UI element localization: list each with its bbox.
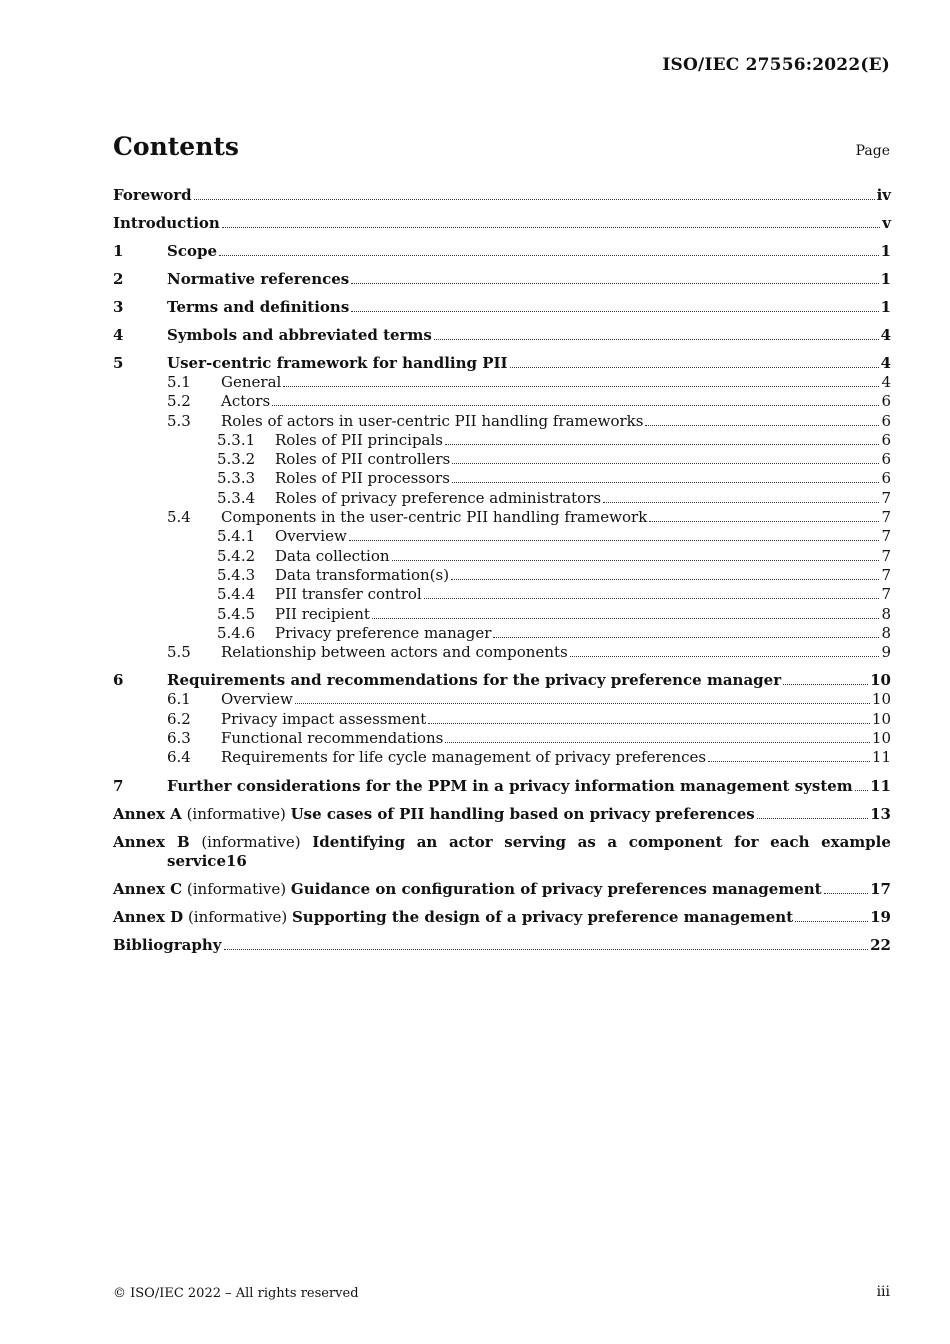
- dot-leader: [855, 790, 868, 791]
- toc-entry[interactable]: [113, 643, 891, 662]
- annex-b-page: 16: [225, 851, 247, 870]
- toc-entry-number: 5.3.2: [217, 450, 256, 469]
- annex-b-word: each: [770, 832, 810, 851]
- toc-entry[interactable]: [113, 605, 891, 624]
- toc-entry-number: 4: [113, 326, 124, 344]
- dot-leader: [645, 425, 879, 426]
- toc-entry[interactable]: [113, 354, 891, 373]
- toc-entry-page: 4: [881, 373, 891, 391]
- toc-main-entries: [113, 186, 891, 796]
- toc-entry-label: Further considerations for the PPM in a privacy information management system: [167, 776, 853, 795]
- dot-leader: [451, 579, 879, 580]
- toc-entry-label: Actors: [221, 392, 271, 411]
- annex-a-type: (informative): [181, 804, 291, 823]
- annex-b-line1: [113, 833, 891, 852]
- toc-entry-number: 5.4: [167, 508, 191, 527]
- toc-entry-page: 7: [881, 585, 891, 604]
- annex-b-word: component: [628, 832, 723, 851]
- toc-entry-annex-c[interactable]: [113, 880, 891, 899]
- annex-d-type: (informative): [183, 907, 292, 926]
- annex-b-word: for: [734, 832, 759, 851]
- toc-entry-label: General: [221, 373, 282, 391]
- toc-entry[interactable]: [113, 777, 891, 796]
- toc-entry[interactable]: [113, 431, 891, 450]
- annex-d-page: 19: [870, 907, 891, 926]
- toc-entry[interactable]: [113, 566, 891, 585]
- annex-b-word: serving: [504, 832, 566, 851]
- toc-entry-number: 6.4: [167, 748, 191, 767]
- toc-entry-number: 2: [113, 270, 124, 288]
- dot-leader: [795, 921, 868, 922]
- toc-entry-number: 5.4.6: [217, 623, 256, 642]
- annex-b-word: an: [416, 832, 438, 851]
- annex-d-title: Supporting the design of a privacy preference management: [291, 907, 794, 926]
- toc-entry-page: 6: [881, 450, 891, 469]
- toc-entry-number: 5.4.1: [217, 527, 256, 546]
- toc-entry-page: 10: [871, 729, 891, 748]
- toc-entry-page: 6: [881, 469, 891, 488]
- dot-leader: [493, 637, 879, 638]
- toc-entry-page: v: [882, 214, 891, 232]
- annex-b-word: Identifying: [312, 832, 406, 851]
- dot-leader: [570, 656, 880, 657]
- dot-leader: [428, 723, 870, 724]
- dot-leader: [603, 502, 879, 503]
- toc-entry[interactable]: [113, 748, 891, 767]
- dot-leader: [434, 339, 879, 340]
- dot-leader: [445, 742, 870, 743]
- toc-entry-label: PII transfer control: [275, 585, 422, 604]
- dot-leader: [222, 227, 880, 228]
- toc-entry-number: 5.3.3: [217, 469, 256, 488]
- toc-entry-label: Roles of PII processors: [275, 469, 450, 488]
- footer-page-number: iii: [876, 1284, 890, 1300]
- toc-entry-number: 1: [113, 242, 124, 260]
- toc-entry-page: 6: [881, 430, 891, 449]
- dot-leader: [349, 540, 880, 541]
- toc-entry[interactable]: [113, 547, 891, 566]
- toc-entry-page: 1: [880, 242, 891, 260]
- toc-entry-label: Functional recommendations: [221, 729, 444, 748]
- toc-entry-label: Overview: [221, 690, 293, 709]
- toc-entry-page: iv: [876, 186, 891, 204]
- annex-c-prefix: Annex C: [113, 879, 183, 898]
- toc-entry-number: 5: [113, 354, 124, 372]
- toc-entry-label: Roles of PII principals: [275, 430, 443, 449]
- toc-entry-label: Components in the user-centric PII handling framework: [221, 508, 648, 527]
- toc-entry[interactable]: [113, 412, 891, 431]
- dot-leader: [424, 598, 880, 599]
- annex-b-type: (informative): [201, 832, 301, 851]
- toc-entry-label: Normative references: [167, 270, 350, 288]
- dot-leader: [708, 761, 870, 762]
- toc-entry-number: 5.3: [167, 411, 191, 430]
- toc-entry-label: Requirements and recommendations for the privacy preference manager: [167, 671, 782, 690]
- toc-entry[interactable]: [113, 710, 891, 729]
- annex-b-prefix: Annex B: [113, 832, 190, 851]
- dot-leader: [824, 893, 869, 894]
- toc-entry[interactable]: [113, 469, 891, 488]
- toc-entry[interactable]: [113, 392, 891, 411]
- toc-entry[interactable]: [113, 585, 891, 604]
- toc-entry-number: 5.2: [167, 392, 191, 411]
- toc-entry-number: 5.4.3: [217, 565, 256, 584]
- toc-entry[interactable]: [113, 489, 891, 508]
- toc-entry[interactable]: [113, 242, 891, 261]
- dot-leader: [194, 199, 875, 200]
- toc-entry[interactable]: [113, 326, 891, 345]
- dot-leader: [219, 255, 879, 256]
- toc-entry-label: Privacy preference manager: [275, 623, 492, 642]
- toc-entry-label: Data transformation(s): [275, 565, 450, 584]
- toc-entry-page: 4: [880, 354, 891, 372]
- dot-leader: [372, 618, 880, 619]
- toc-entry-page: 10: [871, 690, 891, 709]
- dot-leader: [649, 521, 879, 522]
- annex-b-word: actor: [448, 832, 493, 851]
- toc-entry-label: Foreword: [113, 186, 192, 204]
- toc-entry-page: 10: [871, 709, 891, 728]
- bibliography-label: Bibliography: [113, 935, 222, 954]
- toc-entry-page: 10: [870, 671, 891, 690]
- toc-entry-number: 5.5: [167, 643, 191, 662]
- dot-leader: [783, 684, 868, 685]
- dot-leader: [452, 463, 879, 464]
- toc-entry-label: PII recipient: [275, 604, 370, 623]
- toc-entry-label: Data collection: [275, 546, 390, 565]
- toc-entry-page: 7: [881, 488, 891, 507]
- annex-a-title: Use cases of PII handling based on privacy preferences: [290, 804, 755, 823]
- annex-a-prefix: Annex A: [113, 804, 182, 823]
- dot-leader: [295, 703, 870, 704]
- toc-entry-number: 6.2: [167, 709, 191, 728]
- toc-entry-annex-a[interactable]: [113, 805, 891, 824]
- dot-leader: [392, 560, 880, 561]
- table-of-contents: [113, 184, 891, 955]
- toc-entry-label: User-centric framework for handling PII: [167, 354, 508, 372]
- toc-entry-page: 7: [881, 565, 891, 584]
- toc-entry[interactable]: [113, 624, 891, 643]
- annex-d-prefix: Annex D: [113, 907, 184, 926]
- toc-entry-annex-b[interactable]: [113, 833, 891, 871]
- toc-entry-page: 1: [880, 270, 891, 288]
- toc-entry-page: 11: [871, 748, 891, 767]
- annex-c-type: (informative): [182, 879, 291, 898]
- toc-entry-page: 8: [881, 604, 891, 623]
- dot-leader: [283, 386, 879, 387]
- toc-entry-label: Introduction: [113, 214, 220, 232]
- dot-leader: [757, 818, 868, 819]
- dot-leader: [452, 482, 880, 483]
- toc-entry-number: 6: [113, 671, 124, 690]
- annex-b-title-cont: service: [167, 851, 226, 870]
- page-column-label: Page: [855, 143, 890, 159]
- toc-entry-label: Requirements for life cycle management of privacy preferences: [221, 748, 707, 767]
- annex-b-word: as: [577, 832, 596, 851]
- bibliography-page: 22: [870, 935, 891, 954]
- toc-entry-bibliography[interactable]: [113, 936, 891, 955]
- toc-entry-number: 5.4.4: [217, 585, 256, 604]
- toc-entry-page: 8: [881, 623, 891, 642]
- toc-entry-page: 7: [881, 546, 891, 565]
- toc-entry[interactable]: [113, 527, 891, 546]
- dot-leader: [445, 444, 879, 445]
- toc-entry-label: Roles of actors in user-centric PII handling frameworks: [221, 411, 644, 430]
- toc-entry-label: Scope: [167, 242, 218, 260]
- footer-copyright: © ISO/IEC 2022 – All rights reserved: [113, 1286, 359, 1301]
- toc-entry[interactable]: [113, 186, 891, 205]
- annex-c-page: 17: [870, 879, 891, 898]
- toc-entry-page: 11: [870, 776, 891, 795]
- document-id-header: ISO/IEC 27556:2022(E): [662, 55, 890, 75]
- toc-entry-page: 4: [880, 326, 891, 344]
- toc-entry[interactable]: [113, 450, 891, 469]
- toc-entry[interactable]: [113, 298, 891, 317]
- toc-entry-number: 5.3.4: [217, 488, 256, 507]
- toc-entry-number: 7: [113, 776, 124, 795]
- toc-entry-page: 7: [881, 527, 891, 546]
- annex-c-title: Guidance on configuration of privacy preferences management: [290, 879, 822, 898]
- toc-entry-label: Relationship between actors and components: [221, 643, 568, 662]
- toc-entry-page: 1: [880, 298, 891, 316]
- toc-entry-number: 6.3: [167, 729, 191, 748]
- toc-entry-page: 6: [881, 392, 891, 411]
- toc-entry-label: Roles of PII controllers: [275, 450, 451, 469]
- toc-entry-number: 6.1: [167, 690, 191, 709]
- annex-b-line2: [113, 852, 891, 871]
- toc-entry-page: 7: [881, 508, 891, 527]
- toc-entry-label: Privacy impact assessment: [221, 709, 427, 728]
- dot-leader: [351, 311, 878, 312]
- toc-entry-label: Roles of privacy preference administrators: [275, 488, 602, 507]
- toc-entry[interactable]: [113, 214, 891, 233]
- dot-leader: [224, 949, 869, 950]
- toc-entry[interactable]: [113, 690, 891, 709]
- annex-a-page: 13: [870, 804, 891, 823]
- toc-entry-number: 5.1: [167, 373, 191, 391]
- dot-leader: [272, 405, 879, 406]
- toc-entry-page: 6: [881, 411, 891, 430]
- toc-entry-label: Overview: [275, 527, 347, 546]
- toc-entry-number: 5.4.5: [217, 604, 256, 623]
- page-title: Contents: [113, 132, 240, 161]
- annex-b-word: a: [607, 832, 618, 851]
- toc-entry-number: 5.4.2: [217, 546, 256, 565]
- annex-b-word: example: [821, 832, 891, 851]
- toc-entry-label: Symbols and abbreviated terms: [167, 326, 432, 344]
- toc-entry[interactable]: [113, 508, 891, 527]
- toc-entry-number: 5.3.1: [217, 430, 256, 449]
- dot-leader: [510, 367, 879, 368]
- toc-entry-annex-d[interactable]: [113, 908, 891, 927]
- toc-entry-page: 9: [881, 643, 891, 662]
- dot-leader: [351, 283, 878, 284]
- toc-entry[interactable]: [113, 373, 891, 392]
- toc-entry-number: 3: [113, 298, 124, 316]
- toc-entry[interactable]: [113, 270, 891, 289]
- toc-entry[interactable]: [113, 671, 891, 690]
- toc-entry[interactable]: [113, 729, 891, 748]
- toc-entry-label: Terms and definitions: [167, 298, 350, 316]
